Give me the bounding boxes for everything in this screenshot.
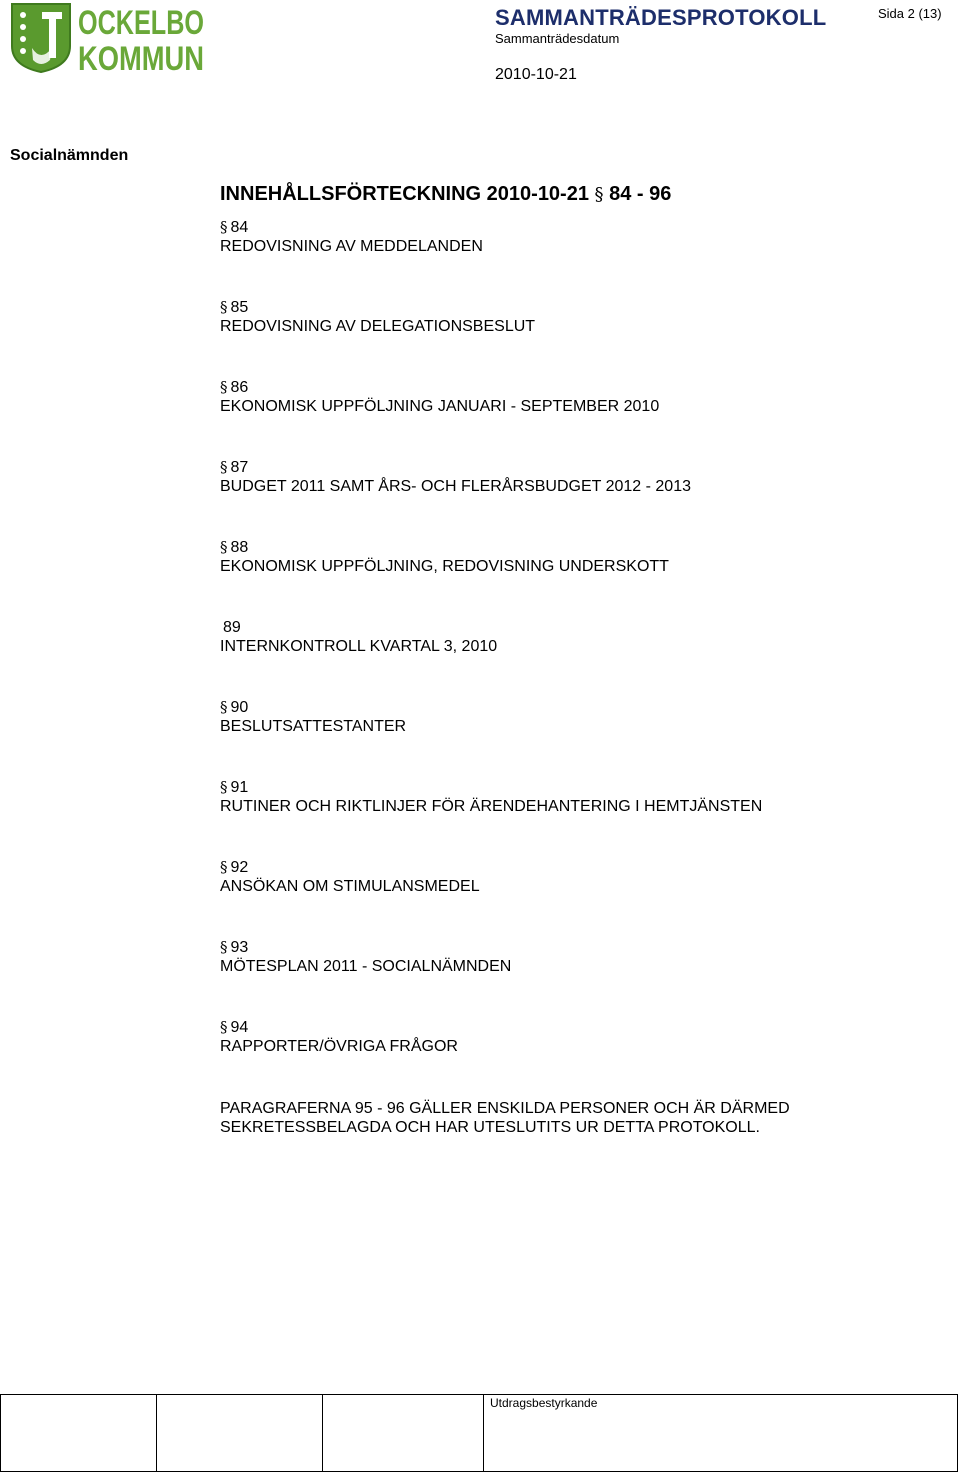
- committee-name: Socialnämnden: [10, 147, 129, 164]
- meeting-date: 2010-10-21: [495, 66, 577, 83]
- section-sign: §: [220, 938, 228, 956]
- note-line-2: SEKRETESSBELAGDA OCH HAR UTESLUTITS UR DETTA PROTOKOLL.: [220, 1119, 760, 1136]
- section-sign: §: [220, 698, 228, 716]
- signature-footer: [0, 1394, 958, 1472]
- logo-line-1: OCKELBO: [78, 4, 204, 42]
- section-sign: §: [220, 458, 228, 476]
- paragraph-title: BESLUTSATTESTANTER: [220, 718, 407, 735]
- signature-box: [323, 1395, 484, 1471]
- section-sign: §: [220, 218, 228, 236]
- signature-box: [1, 1395, 157, 1471]
- section-sign: §: [220, 538, 228, 556]
- paragraph-number: 86: [230, 379, 249, 396]
- toc-item-92: [220, 858, 480, 896]
- toc-heading-range: 84 - 96: [603, 183, 672, 205]
- toc-item-94: [220, 1018, 458, 1056]
- certification-label: Utdragsbestyrkande: [490, 1396, 598, 1410]
- toc-item-88: [220, 538, 669, 576]
- note-line-1: PARAGRAFERNA 95 - 96 GÄLLER ENSKILDA PERSONER OCH ÄR DÄRMED: [220, 1100, 790, 1117]
- toc-item-85: [220, 298, 535, 336]
- toc-item-93: [220, 938, 511, 976]
- logo-line-2: KOMMUN: [78, 40, 204, 78]
- toc-heading: [220, 183, 671, 206]
- paragraph-title: REDOVISNING AV DELEGATIONSBESLUT: [220, 318, 536, 335]
- paragraph-number: 89: [223, 619, 241, 636]
- meeting-date-label: Sammanträdesdatum: [495, 31, 620, 46]
- paragraph-number: 93: [230, 939, 249, 956]
- confidentiality-note: [220, 1099, 920, 1137]
- paragraph-title: ANSÖKAN OM STIMULANSMEDEL: [220, 878, 480, 895]
- section-sign: §: [594, 184, 604, 205]
- paragraph-title: RUTINER OCH RIKTLINJER FÖR ÄRENDEHANTERING I HEMTJÄNSTEN: [220, 798, 763, 815]
- toc-item-90: [220, 698, 406, 736]
- paragraph-number: 88: [230, 539, 249, 556]
- certification-box: [484, 1395, 957, 1471]
- paragraph-number: 84: [230, 219, 249, 236]
- section-sign: §: [220, 298, 228, 316]
- toc-item-86: [220, 378, 659, 416]
- paragraph-title: BUDGET 2011 SAMT ÅRS- OCH FLERÅRSBUDGET 2012 - 2013: [220, 478, 691, 495]
- document-title: SAMMANTRÄDESPROTOKOLL: [495, 5, 827, 30]
- paragraph-title: INTERNKONTROLL KVARTAL 3, 2010: [220, 638, 498, 655]
- paragraph-number: 91: [230, 779, 249, 796]
- section-sign: §: [220, 778, 228, 796]
- paragraph-number: 90: [230, 699, 249, 716]
- ockelbo-logo: [8, 0, 208, 78]
- paragraph-number: 87: [230, 459, 249, 476]
- toc-heading-text: INNEHÅLLSFÖRTECKNING 2010-10-21: [220, 183, 595, 205]
- page-number: Sida 2 (13): [878, 6, 942, 21]
- paragraph-title: EKONOMISK UPPFÖLJNING, REDOVISNING UNDERSKOTT: [220, 558, 669, 575]
- paragraph-title: EKONOMISK UPPFÖLJNING JANUARI - SEPTEMBER 2010: [220, 398, 660, 415]
- paragraph-title: RAPPORTER/ÖVRIGA FRÅGOR: [220, 1038, 458, 1055]
- toc-item-91: [220, 778, 762, 816]
- paragraph-number: 92: [230, 859, 249, 876]
- toc-item-87: [220, 458, 691, 496]
- section-sign: §: [220, 858, 228, 876]
- paragraph-title: REDOVISNING AV MEDDELANDEN: [220, 238, 483, 255]
- paragraph-title: MÖTESPLAN 2011 - SOCIALNÄMNDEN: [220, 958, 512, 975]
- paragraph-number: 85: [230, 299, 249, 316]
- section-sign: §: [220, 1018, 228, 1036]
- signature-box: [157, 1395, 323, 1471]
- paragraph-number: 94: [230, 1019, 249, 1036]
- section-sign: §: [220, 378, 228, 396]
- toc-item-84: [220, 218, 483, 256]
- toc-item-89: [220, 618, 497, 656]
